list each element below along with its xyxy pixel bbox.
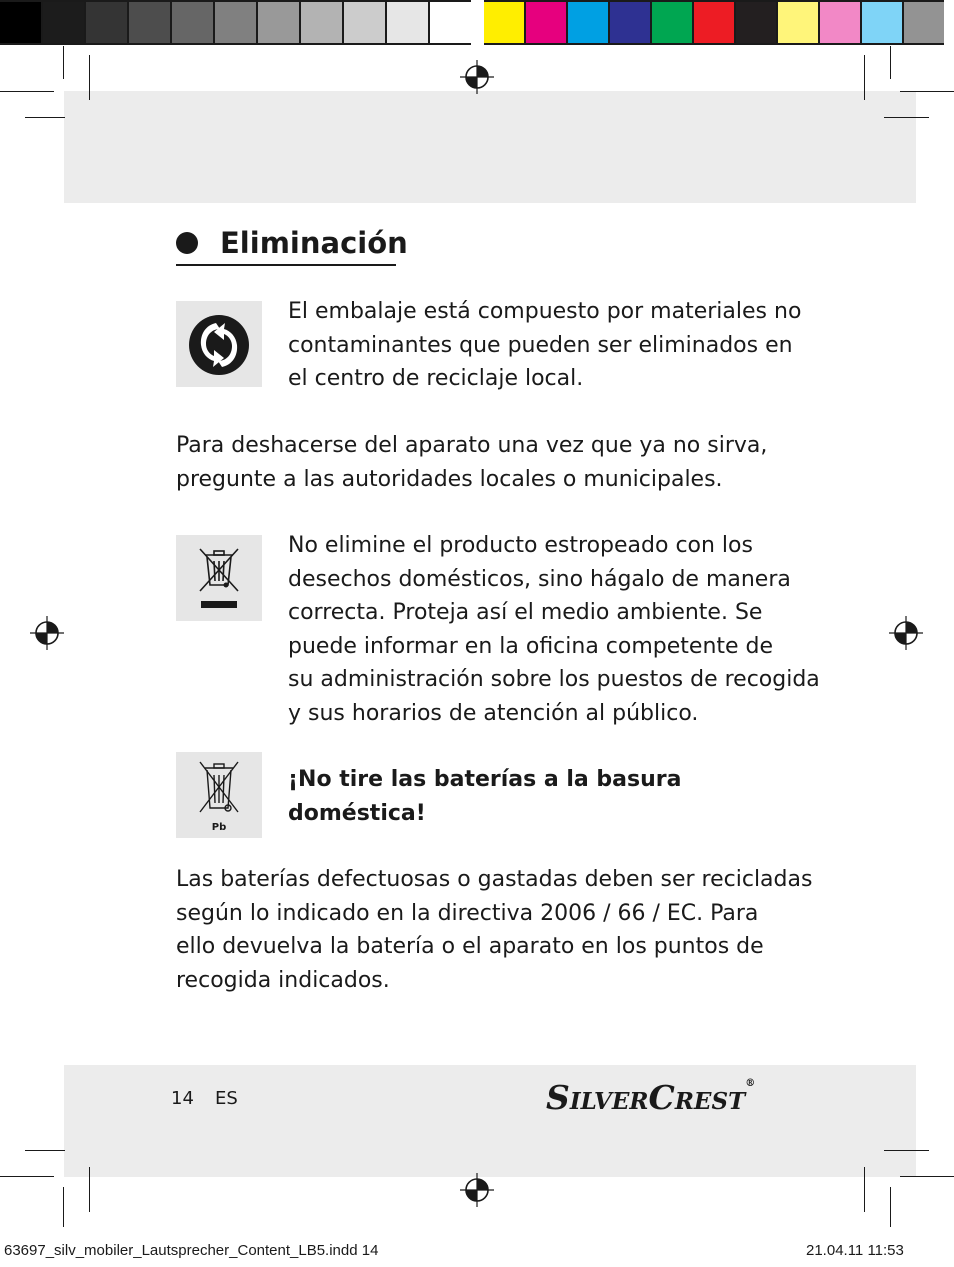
slug-filename: 63697_silv_mobiler_Lautsprecher_Content_LB5.indd 14 [4,1242,379,1259]
packaging-text: El embalaje está compuesto por materiales no contaminantes que pueden ser eliminados en el centro de reciclaje local. [288,299,802,391]
color-swatch [734,0,776,45]
footer-band [64,1065,916,1177]
color-swatch [484,0,524,45]
crossed-out-bin-icon [176,535,262,621]
color-swatch [299,0,342,45]
color-swatch [524,0,566,45]
color-swatch [818,0,860,45]
disposal-text: Para deshacerse del aparato una vez que ya no sirva, pregunte a las autoridades locales o municipales. [176,433,768,492]
slug-timestamp: 21.04.11 11:53 [806,1242,904,1259]
color-swatch [860,0,902,45]
color-swatch [385,0,428,45]
color-swatch [428,0,471,45]
weee-text: No elimine el producto estropeado con los desechos domésticos, sino hágalo de manera correcta. Proteja así el medio ambiente. Se puede informar en la oficina competente de su administración sobre los puestos de recogida y sus horarios de atención al público. [288,533,820,726]
color-swatch [41,0,84,45]
color-swatch [84,0,127,45]
color-swatch [692,0,734,45]
registration-mark-icon [29,615,65,651]
color-swatch [0,0,41,45]
header-band [64,91,916,203]
color-swatch [256,0,299,45]
color-swatch [566,0,608,45]
registration-mark-icon [459,1172,495,1208]
color-swatch [650,0,692,45]
color-swatch [127,0,170,45]
color-swatch [776,0,818,45]
language-code: ES [215,1088,238,1109]
filled-circle-icon [176,232,198,254]
crossed-out-bin-pb-icon [176,752,262,838]
color-swatch [170,0,213,45]
color-swatch [342,0,385,45]
color-swatch [213,0,256,45]
brand-logo: SILVERCREST® [546,1078,756,1117]
pb-label: Pb [211,822,227,833]
battery-warning: ¡No tire las baterías a la basura doméstica! [288,767,682,826]
color-bar-process [484,0,944,45]
section-heading [176,224,408,266]
section-title: Eliminación [220,226,408,260]
green-dot-recycling-icon [176,301,262,387]
registration-mark-icon [888,615,924,651]
color-swatch [902,0,944,45]
color-bar-grayscale [0,0,471,45]
registration-mark-icon [459,59,495,95]
page-number: 14 [171,1088,194,1109]
battery-info-text: Las baterías defectuosas o gastadas deben ser recicladas según lo indicado en la directiva 2006 / 66 / EC. Para ello devuelva la batería o el aparato en los puntos de recogida indicados. [176,867,813,993]
color-swatch [608,0,650,45]
